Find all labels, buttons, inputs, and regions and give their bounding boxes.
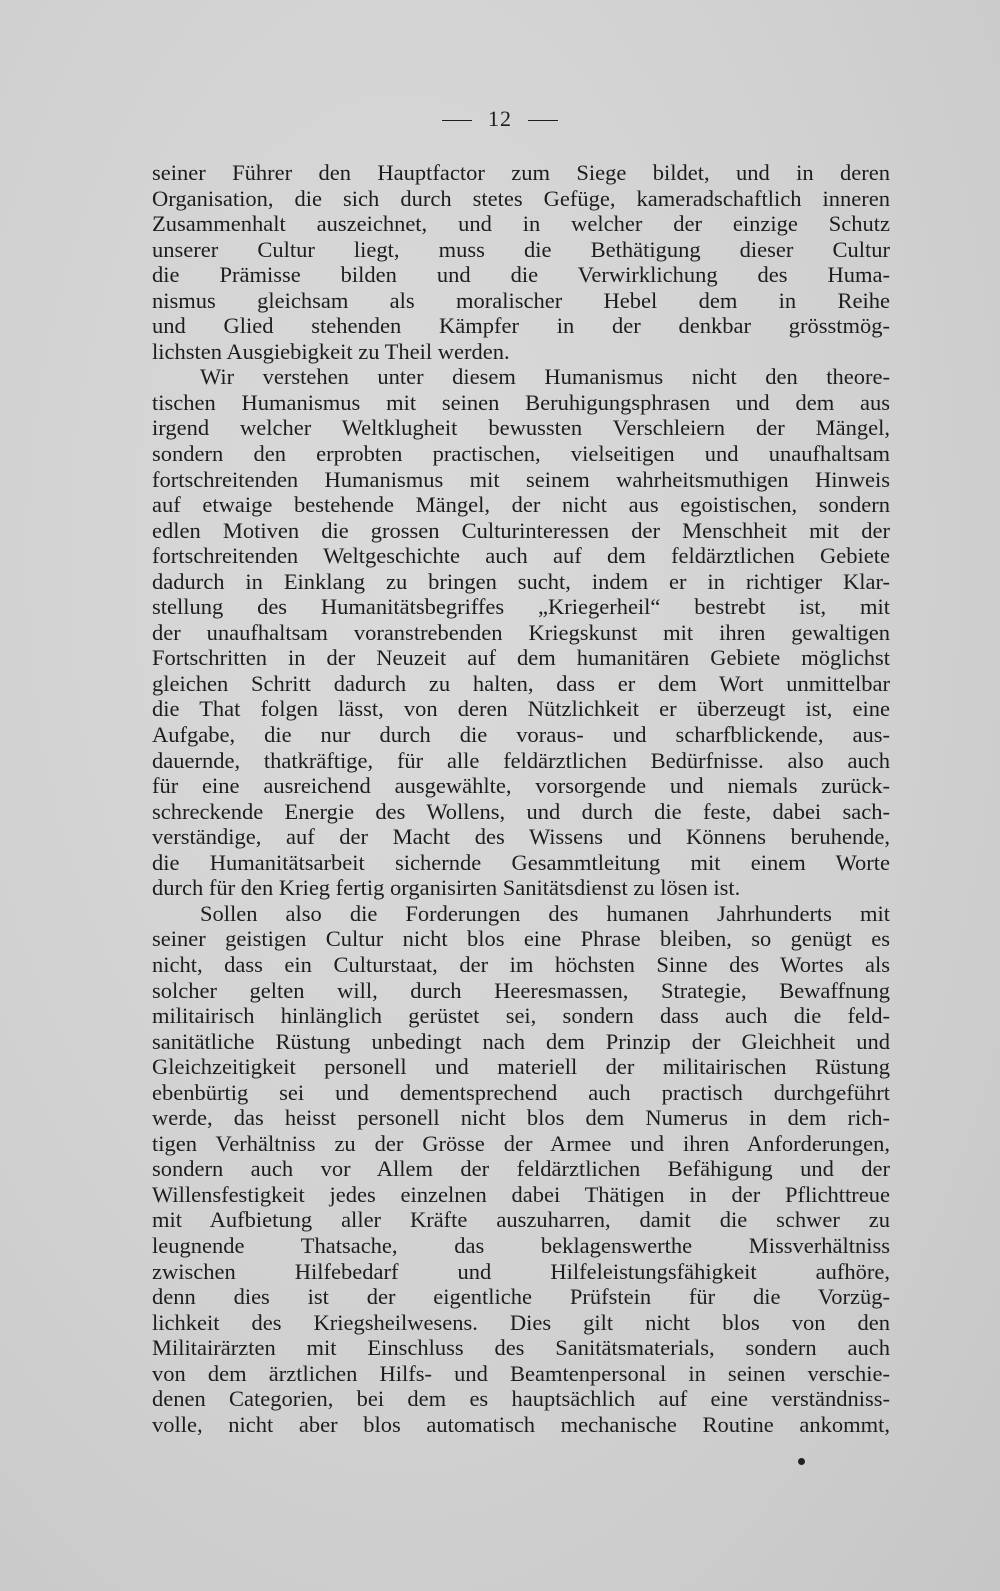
print-speck xyxy=(798,1458,805,1465)
text-line: seiner Führer den Hauptfactor zum Siege bildet, und in deren xyxy=(152,160,890,185)
text-line: edlen Motiven die grossen Culturinteressen der Menschheit mit der xyxy=(152,517,890,543)
text-line: lichkeit des Kriegsheilwesens. Dies gilt nicht blos von den xyxy=(152,1309,890,1335)
page-number-dash-right xyxy=(528,120,558,121)
text-line: und Glied stehenden Kämpfer in der denkbar grösstmög- xyxy=(152,313,890,339)
text-line: von dem ärztlichen Hilfs- und Beamtenpersonal in seinen verschie- xyxy=(152,1360,890,1386)
text-line: Willensfestigkeit jedes einzelnen dabei Thätigen in der Pflichttreue xyxy=(152,1181,890,1207)
text-line: leugnende Thatsache, das beklagenswerthe Missverhältniss xyxy=(152,1232,890,1258)
text-line: Militairärzten mit Einschluss des Sanitätsmaterials, sondern auch xyxy=(152,1335,890,1361)
text-line: sondern den erprobten practischen, vielseitigen und unaufhaltsam xyxy=(152,441,890,467)
text-line: die Humanitätsarbeit sichernde Gesammtleitung mit einem Worte xyxy=(152,849,890,875)
text-line: tischen Humanismus mit seinen Beruhigungsphrasen und dem aus xyxy=(152,389,890,415)
text-line: sanitätliche Rüstung unbedingt nach dem Prinzip der Gleichheit und xyxy=(152,1028,890,1054)
text-line: sondern auch vor Allem der feldärztlichen Befähigung und der xyxy=(152,1156,890,1182)
text-line: Wir verstehen unter diesem Humanismus nicht den theore- xyxy=(200,364,890,390)
text-line: seiner geistigen Cultur nicht blos eine Phrase bleiben, so genügt es xyxy=(152,926,890,952)
text-line: Gleichzeitigkeit personell und materiell der militairischen Rüstung xyxy=(152,1054,890,1080)
text-line: tigen Verhältniss zu der Grösse der Armee und ihren Anforderungen, xyxy=(152,1130,890,1156)
text-line: irgend welcher Weltklugheit bewussten Verschleiern der Mängel, xyxy=(152,415,890,441)
text-line: der unaufhaltsam voranstrebenden Kriegskunst mit ihren gewaltigen xyxy=(152,619,890,645)
text-line: dadurch in Einklang zu bringen sucht, indem er in richtiger Klar- xyxy=(152,568,890,594)
text-line: die Prämisse bilden und die Verwirklichung des Huma- xyxy=(152,262,890,288)
text-line: solcher gelten will, durch Heeresmassen, Strategie, Bewaffnung xyxy=(152,977,890,1003)
text-line: zwischen Hilfebedarf und Hilfeleistungsfähigkeit aufhöre, xyxy=(152,1258,890,1284)
text-line: denn dies ist der eigentliche Prüfstein für die Vorzüg- xyxy=(152,1284,890,1310)
text-line: Aufgabe, die nur durch die voraus- und scharfblickende, aus- xyxy=(152,722,890,748)
text-line: fortschreitenden Weltgeschichte auch auf dem feldärztlichen Gebiete xyxy=(152,543,890,569)
text-line: Sollen also die Forderungen des humanen Jahrhunderts mit xyxy=(200,900,890,926)
text-line: mit Aufbietung aller Kräfte auszuharren, damit die schwer zu xyxy=(152,1207,890,1233)
text-line: auf etwaige bestehende Mängel, der nicht aus egoistischen, sondern xyxy=(152,492,890,518)
text-line: Fortschritten in der Neuzeit auf dem humanitären Gebiete möglichst xyxy=(152,645,890,671)
text-line: nicht, dass ein Culturstaat, der im höchsten Sinne des Wortes als xyxy=(152,951,890,977)
text-line: nismus gleichsam als moralischer Hebel dem in Reihe xyxy=(152,287,890,313)
text-line: Organisation, die sich durch stetes Gefüge, kameradschaftlich inneren xyxy=(152,185,890,211)
text-line: Zusammenhalt auszeichnet, und in welcher der einzige Schutz xyxy=(152,211,890,237)
text-line: für eine ausreichend ausgewählte, vorsorgende und niemals zurück- xyxy=(152,773,890,799)
text-line: volle, nicht aber blos automatisch mechanische Routine ankommt, xyxy=(152,1411,890,1437)
text-line: verständige, auf der Macht des Wissens und Könnens beruhende, xyxy=(152,824,890,850)
page-number-value: 12 xyxy=(488,106,512,131)
text-line: militairisch hinlänglich gerüstet sei, sondern dass auch die feld- xyxy=(152,1003,890,1029)
body-text xyxy=(152,160,890,1437)
text-line: stellung des Humanitätsbegriffes „Kriegerheil“ bestrebt ist, mit xyxy=(152,594,890,620)
text-line: denen Categorien, bei dem es hauptsächlich auf eine verständniss- xyxy=(152,1386,890,1412)
text-line: durch für den Krieg fertig organisirten Sanitätsdienst zu lösen ist. xyxy=(152,875,741,901)
text-line: lichsten Ausgiebigkeit zu Theil werden. xyxy=(152,338,510,364)
text-line: gleichen Schritt dadurch zu halten, dass er dem Wort unmittelbar xyxy=(152,670,890,696)
text-line: die That folgen lässt, von deren Nützlichkeit er überzeugt ist, eine xyxy=(152,696,890,722)
text-line: fortschreitenden Humanismus mit seinem wahrheitsmuthigen Hinweis xyxy=(152,466,890,492)
text-line: schreckende Energie des Wollens, und durch die feste, dabei sach- xyxy=(152,798,890,824)
page-number xyxy=(0,106,1000,132)
page-number-dash-left xyxy=(442,120,472,121)
text-line: werde, das heisst personell nicht blos dem Numerus in dem rich- xyxy=(152,1105,890,1131)
text-line: unserer Cultur liegt, muss die Bethätigung dieser Cultur xyxy=(152,236,890,262)
text-line: ebenbürtig sei und dementsprechend auch practisch durchgeführt xyxy=(152,1079,890,1105)
text-line: dauernde, thatkräftige, für alle feldärztlichen Bedürfnisse. also auch xyxy=(152,747,890,773)
